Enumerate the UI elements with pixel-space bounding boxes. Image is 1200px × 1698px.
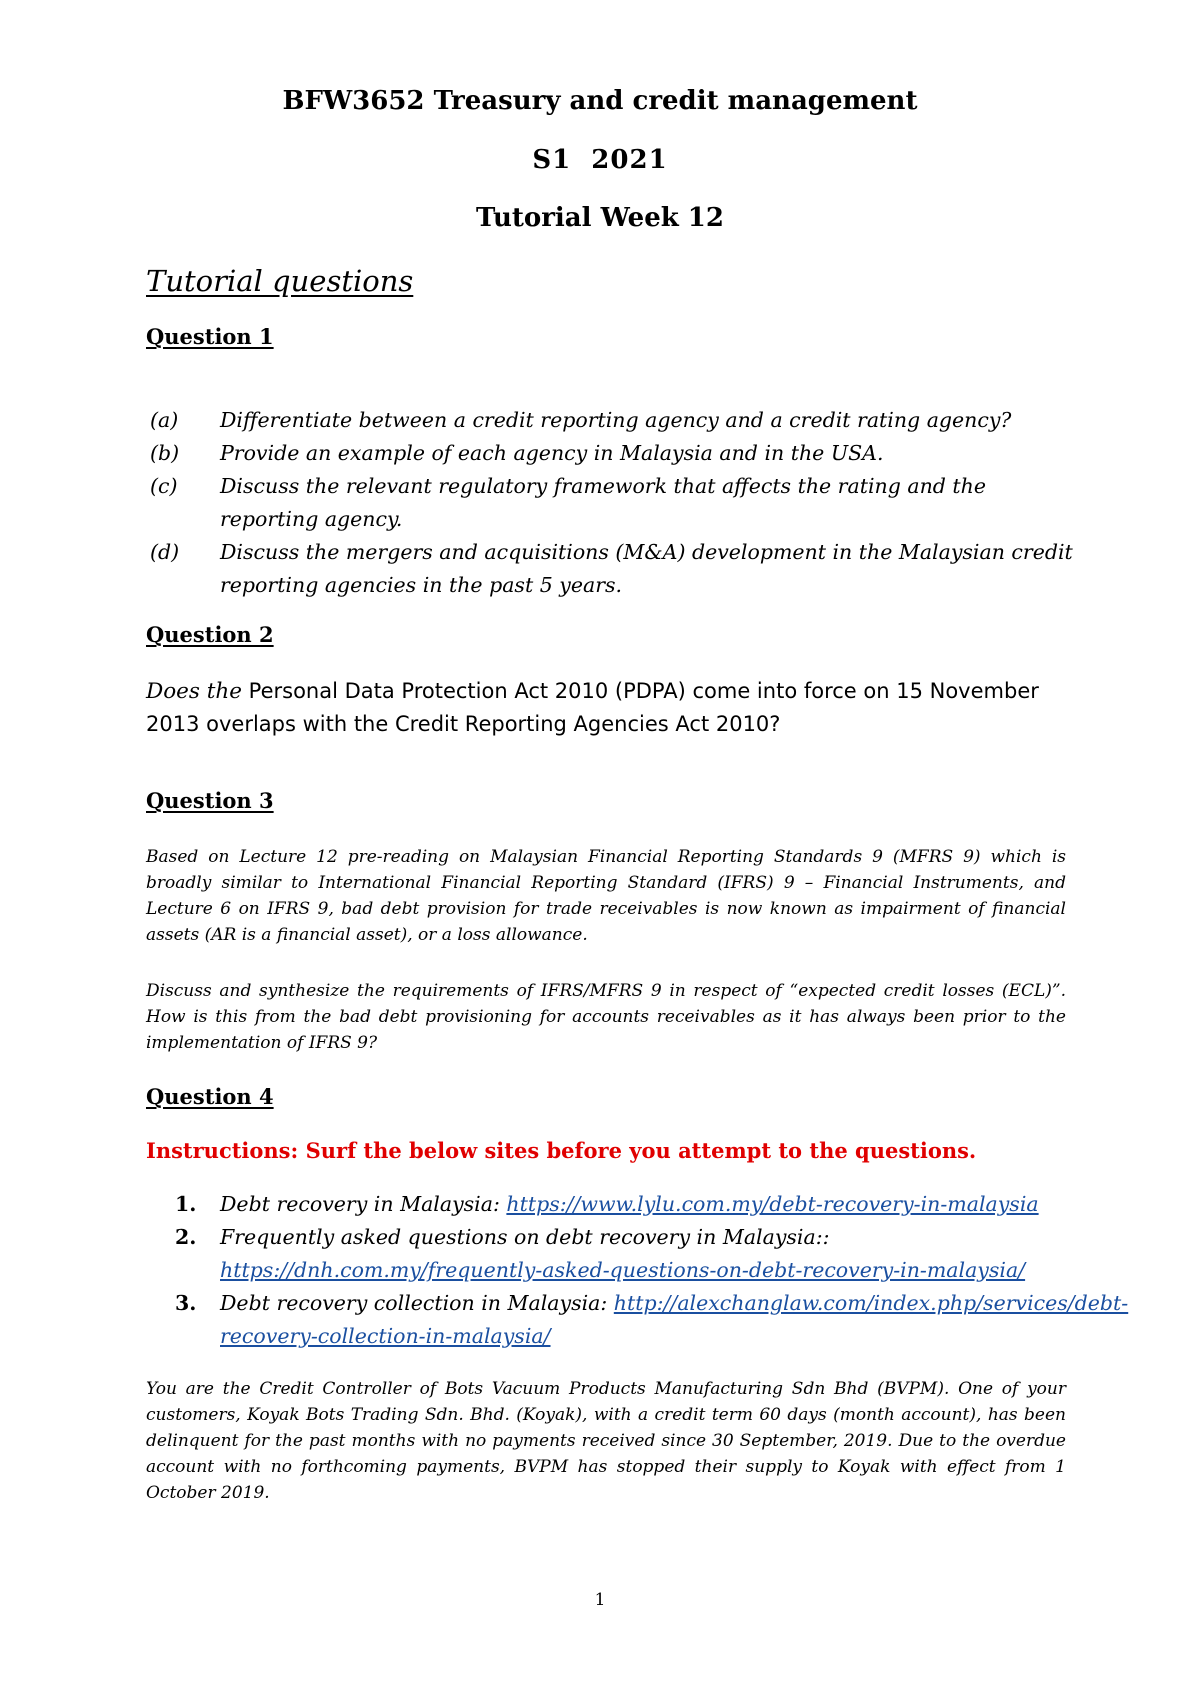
list-item: (a) Differentiate between a credit reporting agency and a credit rating agency? xyxy=(150,408,1012,432)
link-dnh[interactable]: https://dnh.com.my/frequently-asked-questions-on-debt-recovery-in-malaysia/ xyxy=(220,1258,1026,1282)
question-4-scenario: You are the Credit Controller of Bots Vacuum Products Manufacturing Sdn Bhd (BVPM). One of your customers, Koyak Bots Trading Sdn. Bhd. (Koyak), with a credit term 60 days (month account), has been delinquent for the past months with no payments received since 30 September, 2019. Due to the overdue account with no forthcoming payments, BVPM has stopped their supply to Koyak with effect from 1 October 2019. xyxy=(146,1379,1066,1503)
course-title: BFW3652 Treasury and credit management xyxy=(282,86,918,116)
tutorial-week: Tutorial Week 12 xyxy=(476,203,724,233)
link-list xyxy=(175,1188,1135,1353)
question-2-heading: Question 2 xyxy=(146,622,274,647)
list-item: (b) Provide an example of each agency in Malaysia and in the USA. xyxy=(150,441,884,465)
question-3-paragraph-2: Discuss and synthesize the requirements of IFRS/MFRS 9 in respect of “expected credit losses (ECL)”. How is this from the bad debt provisioning for accounts receivables as it has always been prior to the implementation of IFRS 9? xyxy=(146,981,1066,1053)
section-title: Tutorial questions xyxy=(146,264,414,298)
page-number: 1 xyxy=(594,1590,606,1610)
question-4-heading: Question 4 xyxy=(146,1084,274,1109)
list-item: 2. Frequently asked questions on debt recovery in Malaysia:: https://dnh.com.my/frequently-asked-questions-on-debt-recovery-in-malaysia/ xyxy=(175,1225,1026,1282)
list-item: (d) Discuss the mergers and acquisitions (M&A) development in the Malaysian credit reporting agencies in the past 5 years. xyxy=(150,540,1073,597)
list-item: 3. Debt recovery collection in Malaysia: http://alexchanglaw.com/index.php/services/debt-recovery-collection-in-malaysia/ xyxy=(175,1291,1129,1348)
list-item: (c) Discuss the relevant regulatory framework that affects the rating and the reporting agency. xyxy=(150,474,986,531)
list-item: 1. Debt recovery in Malaysia: https://www.lylu.com.my/debt-recovery-in-malaysia xyxy=(175,1192,1039,1216)
question-2-text: Does the Personal Data Protection Act 2010 (PDPA) come into force on 15 November 2013 overlaps with the Credit Reporting Agencies Act 2010? xyxy=(146,679,1039,736)
question-3-paragraph-1: Based on Lecture 12 pre-reading on Malaysian Financial Reporting Standards 9 (MFRS 9) which is broadly similar to International Financial Reporting Standard (IFRS) 9 – Financial Instruments, and Lecture 6 on IFRS 9, bad debt provision for trade receivables is now known as impairment of financial assets (AR is a financial asset), or a loss allowance. xyxy=(146,847,1066,945)
semester: S1 2021 xyxy=(532,145,668,175)
instructions: Instructions: Surf the below sites before you attempt to the questions. xyxy=(146,1138,977,1163)
link-lylu[interactable]: https://www.lylu.com.my/debt-recovery-in-malaysia xyxy=(506,1192,1039,1216)
question-1-heading: Question 1 xyxy=(146,324,274,349)
question-1-list xyxy=(150,404,1080,602)
question-3-heading: Question 3 xyxy=(146,788,274,813)
link-alexchanglaw[interactable]: http://alexchanglaw.com/index.php/services/debt-recovery-collection-in-malaysia/ xyxy=(220,1291,1129,1348)
